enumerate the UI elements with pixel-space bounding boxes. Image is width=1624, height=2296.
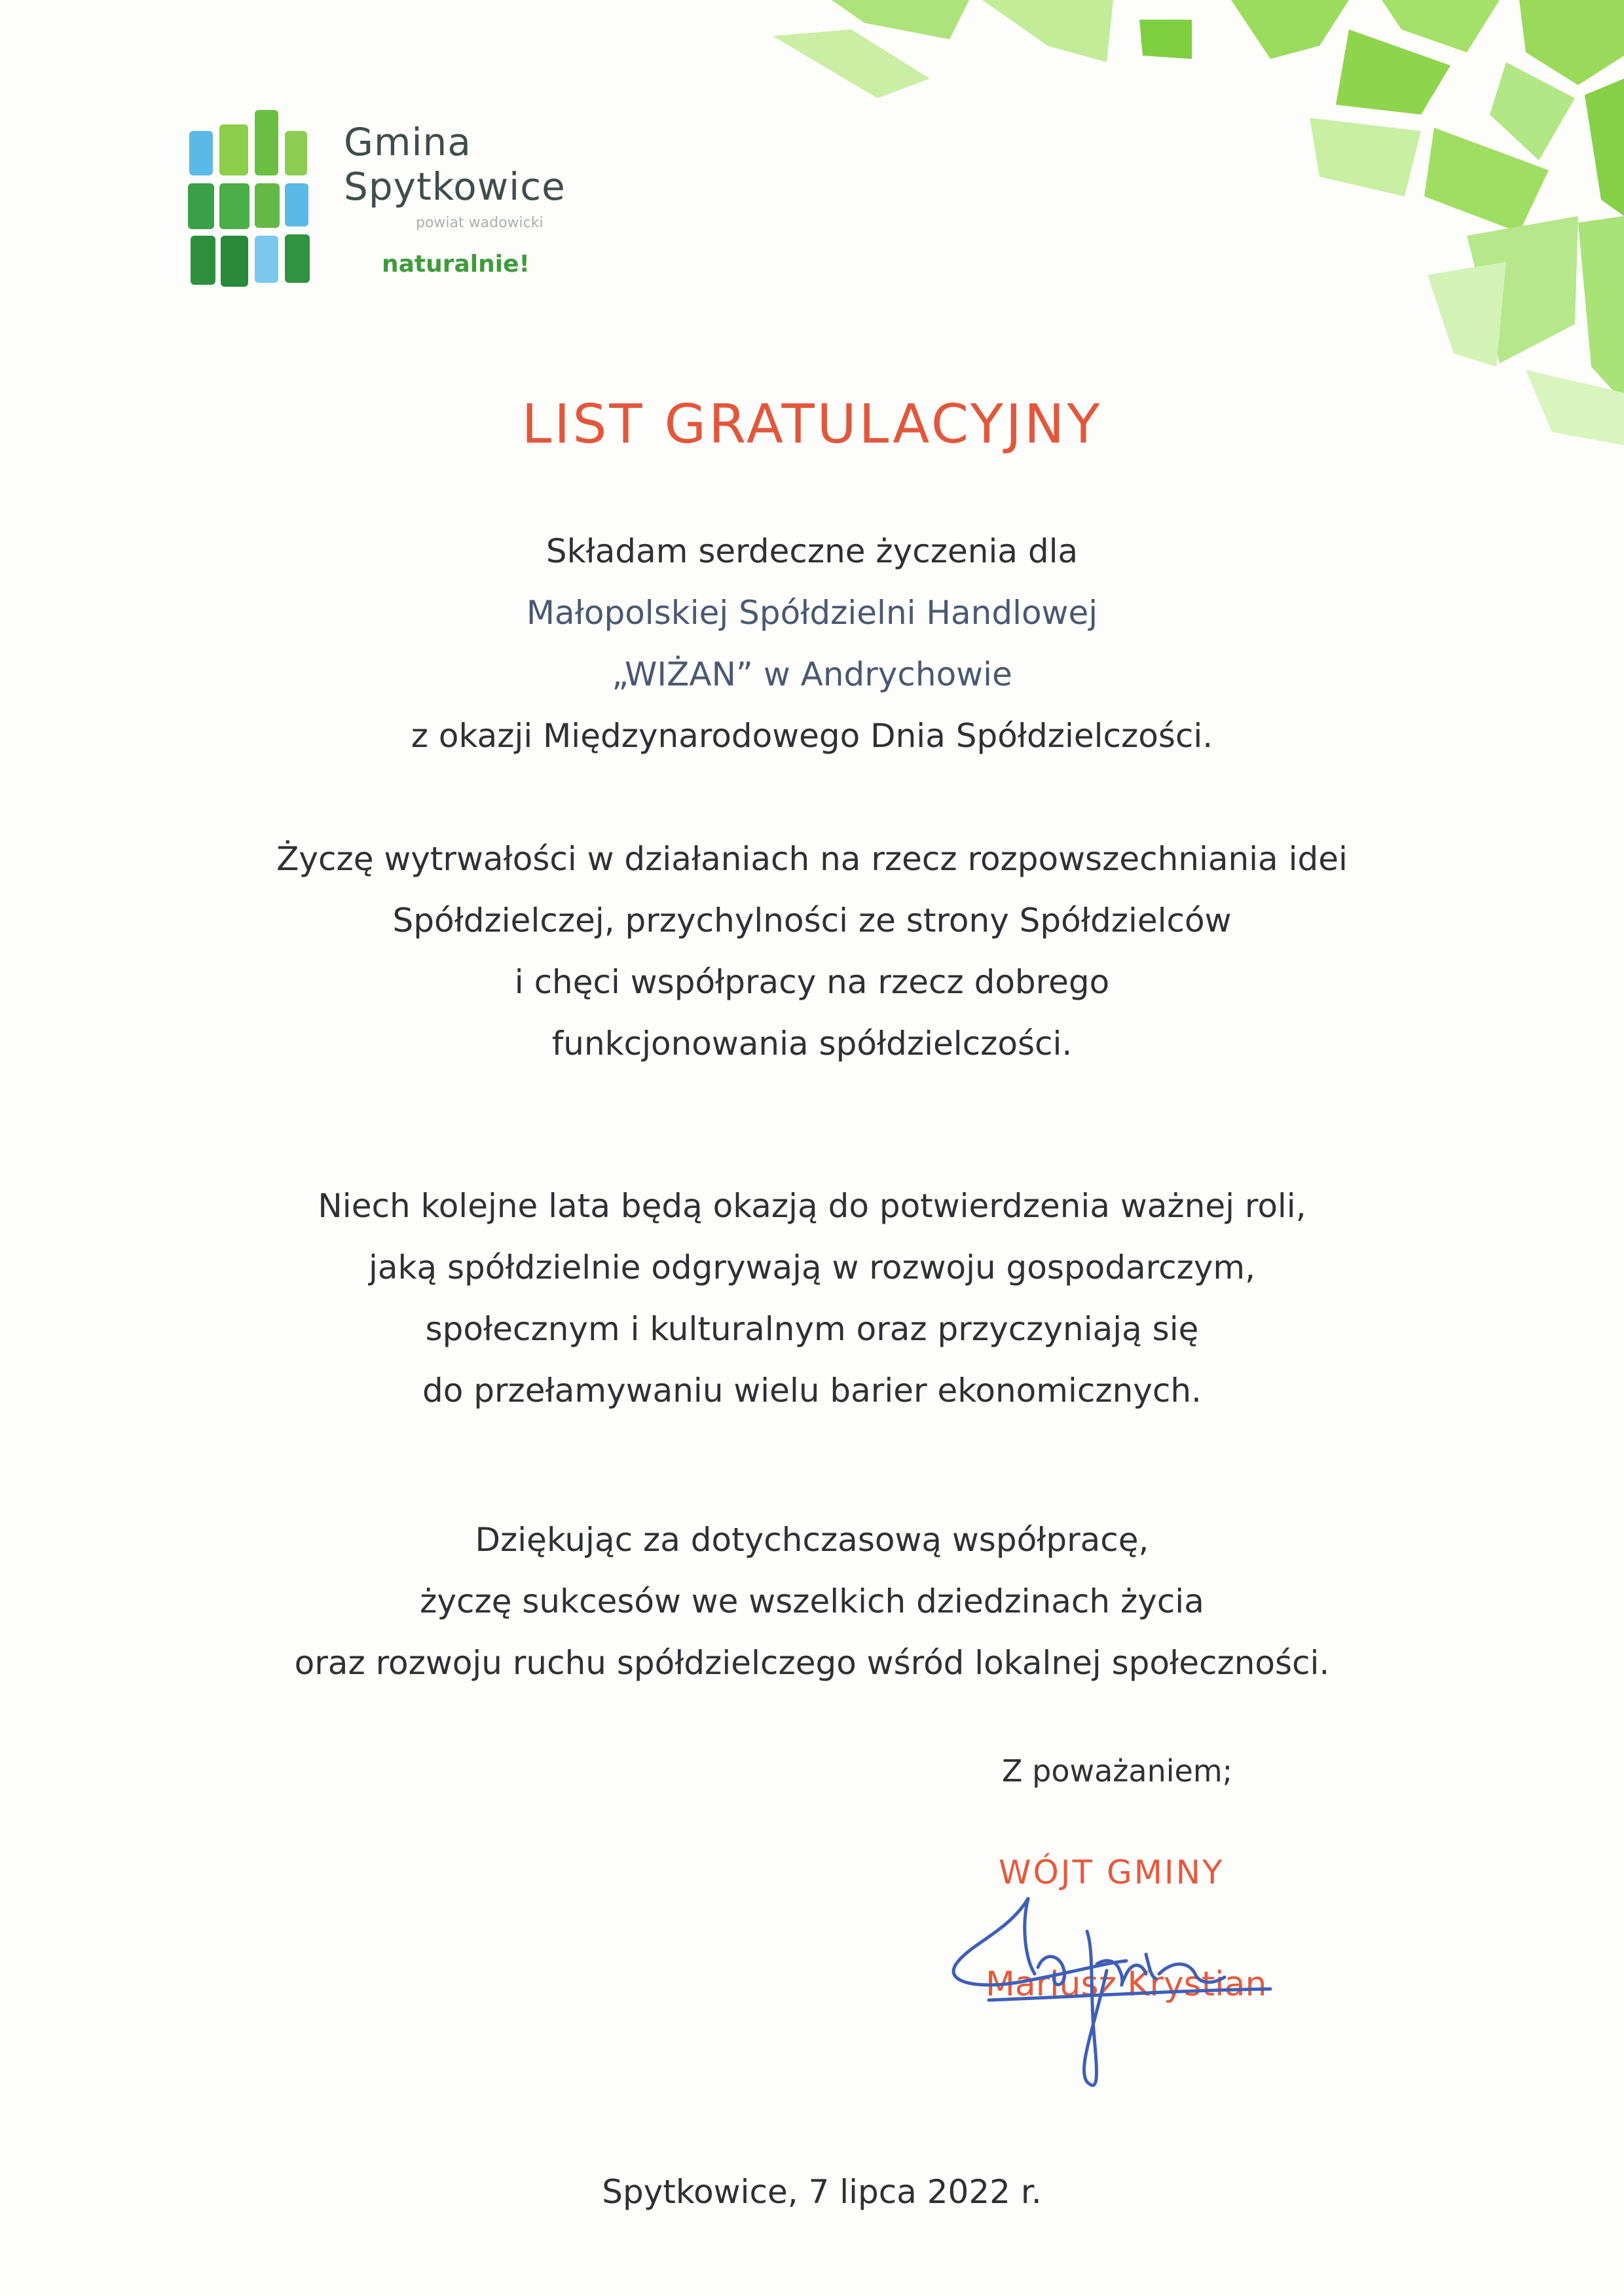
paragraph-1 xyxy=(131,520,1493,767)
recipient-line: „WIŻAN” w Andrychowie xyxy=(612,655,1012,693)
stamp-title: WÓJT GMINY xyxy=(999,1853,1225,1891)
signature-image xyxy=(930,1833,1297,2108)
logo-name-line2: Spytkowice xyxy=(344,164,566,209)
paragraph-line: Życzę wytrwałości w działaniach na rzecz rozpowszechniania idei xyxy=(276,840,1348,878)
stamp-name: Mariusz Krystian xyxy=(986,1965,1267,2004)
closing-salutation: Z poważaniem; xyxy=(1002,1753,1233,1789)
recipient-line: Małopolskiej Spółdzielni Handlowej xyxy=(526,594,1098,632)
letter-title: LIST GRATULACYJNY xyxy=(521,393,1103,456)
paragraph-4 xyxy=(131,1509,1493,1694)
municipality-logo xyxy=(187,105,593,301)
paragraph-line: Niech kolejne lata będą okazją do potwierdzenia ważnej roli, xyxy=(318,1187,1306,1225)
place-and-date: Spytkowice, 7 lipca 2022 r. xyxy=(602,2173,1042,2211)
paragraph-line: Składam serdeczne życzenia dla xyxy=(545,532,1079,570)
paragraph-line: jaką spółdzielnie odgrywają w rozwoju gospodarczym, xyxy=(368,1248,1256,1286)
paragraph-3 xyxy=(131,1175,1493,1421)
paragraph-line: i chęci współpracy na rzecz dobrego xyxy=(514,963,1110,1001)
paragraph-line: Spółdzielczej, przychylności ze strony Spółdzielców xyxy=(392,902,1232,939)
logo-tagline: naturalnie! xyxy=(382,251,530,278)
paragraph-2 xyxy=(131,828,1493,1074)
paragraph-line: funkcjonowania spółdzielczości. xyxy=(551,1025,1073,1063)
logo-subtitle: powiat wadowicki xyxy=(416,215,544,231)
paragraph-line: Dziękując za dotychczasową współpracę, xyxy=(475,1521,1149,1559)
paragraph-line: oraz rozwoju ruchu spółdzielczego wśród lokalnej społeczności. xyxy=(294,1644,1330,1682)
logo-name-line1: Gmina xyxy=(344,120,471,164)
paragraph-line: z okazji Międzynarodowego Dnia Spółdzielczości. xyxy=(411,717,1213,755)
paragraph-line: do przełamywaniu wielu barier ekonomicznych. xyxy=(422,1372,1202,1410)
logo-mosaic-icon xyxy=(187,105,324,301)
paragraph-line: społecznym i kulturalnym oraz przyczyniają się xyxy=(425,1310,1199,1348)
paragraph-line: życzę sukcesów we wszelkich dziedzinach życia xyxy=(420,1582,1204,1620)
green-mosaic-decoration xyxy=(773,0,1624,445)
